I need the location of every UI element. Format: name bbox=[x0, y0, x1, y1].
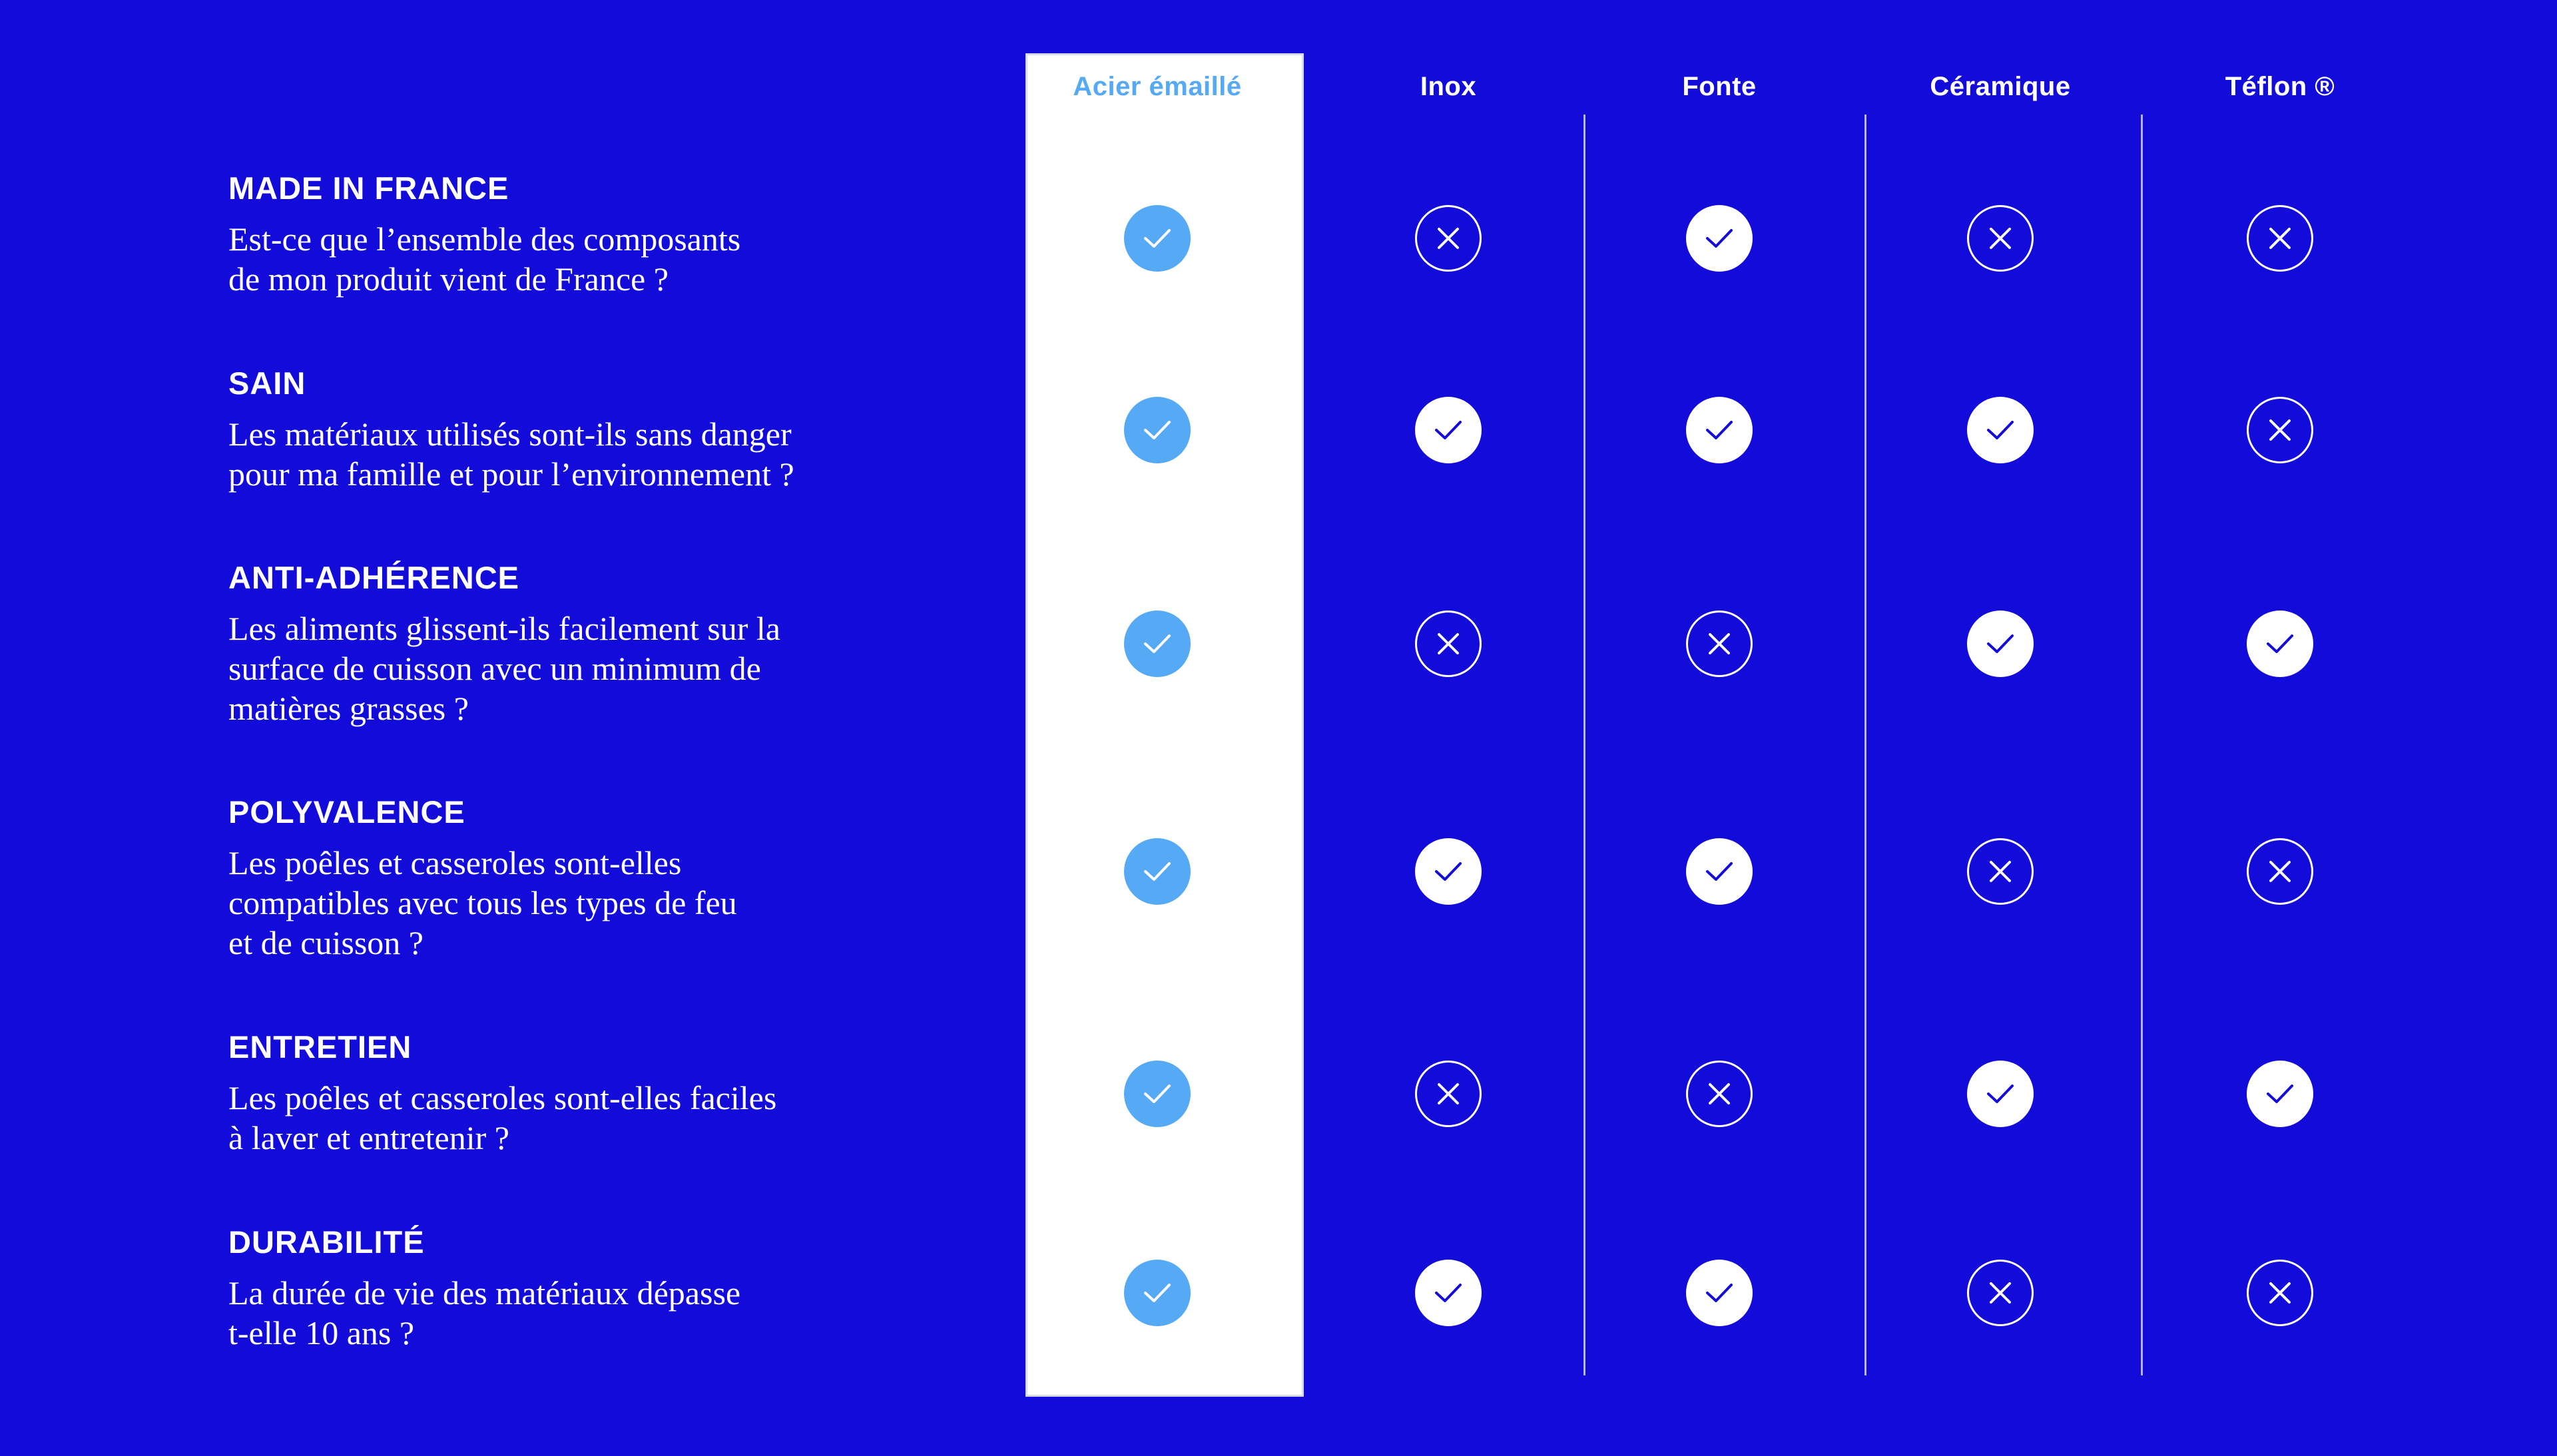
column-header-2: Inox bbox=[1420, 72, 1477, 101]
criterion-title: ENTRETIEN bbox=[228, 1029, 412, 1065]
check-icon bbox=[1415, 1260, 1482, 1326]
check-icon bbox=[1124, 397, 1191, 463]
cross-icon bbox=[2247, 838, 2313, 905]
cross-icon bbox=[1967, 838, 2034, 905]
column-separator bbox=[1583, 115, 1585, 1375]
criterion-row bbox=[228, 1029, 961, 1158]
check-icon bbox=[1967, 610, 2034, 677]
check-icon bbox=[1686, 397, 1753, 463]
check-icon bbox=[1124, 838, 1191, 905]
cross-icon bbox=[2247, 397, 2313, 463]
criterion-title: MADE IN FRANCE bbox=[228, 170, 509, 206]
cross-icon bbox=[1967, 205, 2034, 272]
check-icon bbox=[1415, 838, 1482, 905]
criterion-title: DURABILITÉ bbox=[228, 1224, 425, 1260]
cross-icon bbox=[2247, 1260, 2313, 1326]
criterion-description: Les poêles et casseroles sont-elles compatibles avec tous les types de feu et de cuisson ? bbox=[228, 844, 737, 962]
check-icon bbox=[1124, 205, 1191, 272]
column-separator bbox=[2141, 115, 2143, 1375]
criterion-title: SAIN bbox=[228, 365, 306, 401]
criterion-description: Les aliments glissent-ils facilement sur la surface de cuisson avec un minimum de matières grasses ? bbox=[228, 610, 780, 728]
check-icon bbox=[1967, 1061, 2034, 1127]
criterion-row bbox=[228, 1224, 961, 1353]
cross-icon bbox=[1415, 610, 1482, 677]
criterion-description: Est-ce que l’ensemble des composants de mon produit vient de France ? bbox=[228, 220, 741, 298]
criterion-row bbox=[228, 559, 961, 728]
criterion-title: ANTI-ADHÉRENCE bbox=[228, 560, 519, 595]
cross-icon bbox=[1686, 1061, 1753, 1127]
check-icon bbox=[2247, 1061, 2313, 1127]
criterion-description: Les matériaux utilisés sont-ils sans danger pour ma famille et pour l’environnement ? bbox=[228, 415, 794, 493]
cross-icon bbox=[1686, 610, 1753, 677]
check-icon bbox=[1686, 205, 1753, 272]
criterion-description: La durée de vie des matériaux dépasse t-elle 10 ans ? bbox=[228, 1274, 741, 1352]
criterion-row bbox=[228, 794, 961, 963]
check-icon bbox=[1686, 1260, 1753, 1326]
column-header-5: Téflon ® bbox=[2225, 72, 2335, 101]
criterion-row bbox=[228, 170, 961, 299]
column-header-3: Fonte bbox=[1682, 72, 1757, 101]
cross-icon bbox=[1415, 205, 1482, 272]
check-icon bbox=[1124, 1061, 1191, 1127]
check-icon bbox=[1686, 838, 1753, 905]
criterion-row bbox=[228, 365, 961, 494]
check-icon bbox=[1124, 1260, 1191, 1326]
criterion-description: Les poêles et casseroles sont-elles faciles à laver et entretenir ? bbox=[228, 1079, 777, 1157]
check-icon bbox=[1124, 610, 1191, 677]
criterion-title: POLYVALENCE bbox=[228, 794, 465, 830]
column-header-1: Acier émaillé bbox=[1073, 72, 1242, 101]
cross-icon bbox=[1967, 1260, 2034, 1326]
cross-icon bbox=[1415, 1061, 1482, 1127]
column-header-4: Céramique bbox=[1930, 72, 2071, 101]
cross-icon bbox=[2247, 205, 2313, 272]
check-icon bbox=[1415, 397, 1482, 463]
column-separator bbox=[1864, 115, 1866, 1375]
check-icon bbox=[1967, 397, 2034, 463]
check-icon bbox=[2247, 610, 2313, 677]
